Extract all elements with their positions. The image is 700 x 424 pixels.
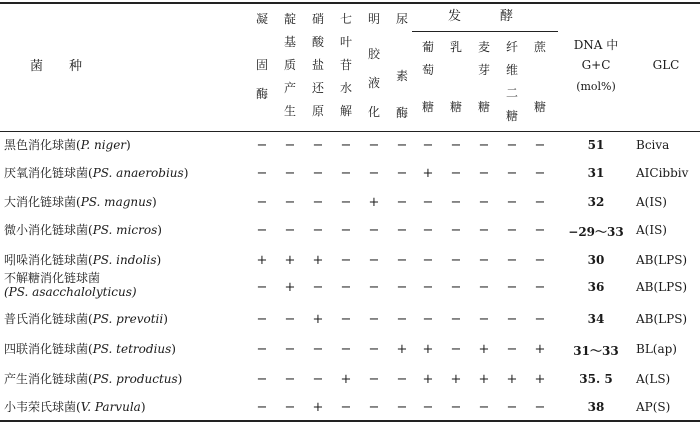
result-cell: −: [396, 138, 408, 153]
header-char: 凝: [255, 12, 268, 26]
result-cell: −: [368, 400, 380, 415]
species-name-close: ): [152, 195, 157, 209]
glc-value: AICibbiv: [636, 166, 689, 180]
header-char: 萄: [421, 63, 434, 77]
result-cell: −: [396, 400, 408, 415]
species-name-latin: P. niger: [80, 138, 127, 152]
gc-value: 32: [587, 195, 605, 209]
result-cell: −: [534, 138, 546, 153]
header-char: 七: [339, 12, 352, 26]
header-char: 硝: [311, 12, 324, 26]
species-name-cn: 普氏消化链球菌(: [4, 312, 93, 326]
species-name-line2: (PS. asacchalolyticus): [4, 285, 137, 299]
header-char: 原: [311, 104, 324, 118]
glc-value: AP(S): [636, 400, 671, 414]
species-name-cn: 小韦荣氏球菌(: [4, 400, 81, 414]
glc-value: Bciva: [636, 138, 670, 152]
header-lactose: [448, 36, 464, 119]
result-cell: −: [506, 166, 518, 181]
gc-value: 35. 5: [579, 372, 613, 386]
header-sucrose: [532, 36, 548, 119]
result-cell: −: [284, 138, 296, 153]
header-char: 胶: [367, 47, 380, 61]
result-cell: −: [312, 166, 324, 181]
result-cell: −: [534, 400, 546, 415]
result-cell: −: [478, 280, 490, 295]
header-glucose: [420, 36, 436, 119]
result-cell: −: [450, 138, 462, 153]
header-fermentation: 发 酵: [448, 9, 514, 24]
result-cell: −: [534, 280, 546, 295]
header-char: 解: [339, 104, 352, 118]
species-name-cn: 厌氧消化链球菌(: [4, 166, 93, 180]
header-char: 糖: [421, 100, 434, 114]
result-cell: −: [312, 342, 324, 357]
species-name-cn: 大消化链球菌(: [4, 195, 81, 209]
header-maltose: [476, 36, 492, 119]
result-cell: −: [284, 400, 296, 415]
result-cell: +: [340, 372, 352, 387]
header-char: 还: [311, 81, 324, 95]
header-urease: [394, 8, 410, 125]
header-char: 叶: [339, 35, 352, 49]
result-cell: +: [256, 253, 268, 268]
result-cell: −: [478, 223, 490, 238]
species-name-close: ): [183, 166, 189, 180]
result-cell: −: [396, 280, 408, 295]
result-cell: −: [534, 166, 546, 181]
header-char: 乳: [449, 40, 462, 54]
header-char: 芽: [477, 63, 490, 77]
result-cell: −: [256, 342, 268, 357]
header-gelatin: [366, 8, 382, 124]
result-cell: −: [396, 312, 408, 327]
header-char: 糖: [449, 100, 462, 114]
species-name: [4, 166, 188, 180]
result-cell: −: [256, 195, 268, 210]
header-nitrate: [310, 8, 326, 123]
result-cell: −: [450, 166, 462, 181]
header-char: 蔗: [533, 40, 546, 54]
species-name-latin: PS. productus: [92, 372, 178, 386]
result-cell: −: [478, 166, 490, 181]
header-coagulase: [254, 8, 270, 106]
result-cell: −: [256, 372, 268, 387]
result-cell: −: [312, 223, 324, 238]
result-cell: −: [340, 342, 352, 357]
result-cell: −: [256, 166, 268, 181]
result-cell: +: [284, 280, 296, 295]
gc-value: −29～33: [568, 225, 624, 239]
result-cell: −: [478, 195, 490, 210]
header-char: 苷: [339, 58, 352, 72]
header-char: 酶: [255, 87, 268, 101]
header-cellobiose: [504, 36, 520, 128]
result-cell: −: [534, 253, 546, 268]
result-cell: −: [396, 372, 408, 387]
result-cell: −: [450, 280, 462, 295]
gc-value: 38: [587, 400, 605, 414]
header-species: 菌 种: [30, 59, 83, 74]
result-cell: −: [534, 195, 546, 210]
header-char: 水: [339, 81, 352, 95]
result-cell: −: [340, 280, 352, 295]
result-cell: −: [368, 166, 380, 181]
result-cell: −: [340, 195, 352, 210]
species-name-close: ): [157, 223, 162, 237]
result-cell: −: [312, 280, 324, 295]
species-name-cn: 四联消化链球菌(: [4, 342, 93, 356]
glc-value: BL(ap): [636, 342, 677, 356]
species-name-close: ): [156, 253, 162, 267]
header-char: 靛: [283, 12, 296, 26]
species-name-line1: 不解糖消化链球菌: [4, 271, 101, 285]
result-cell: −: [368, 372, 380, 387]
gc-value: 36: [587, 280, 605, 294]
result-cell: −: [450, 223, 462, 238]
result-cell: −: [396, 223, 408, 238]
result-cell: −: [340, 312, 352, 327]
result-cell: −: [506, 312, 518, 327]
header-char: 液: [367, 76, 380, 90]
header-esculin: [338, 8, 354, 123]
gc-value: 51: [587, 138, 605, 152]
result-cell: −: [422, 195, 434, 210]
header-char: 葡: [421, 40, 434, 54]
result-cell: −: [422, 138, 434, 153]
header-char: 基: [283, 35, 296, 49]
species-name-latin: PS. tetrodius: [92, 342, 172, 356]
result-cell: −: [396, 166, 408, 181]
result-cell: +: [478, 342, 490, 357]
result-cell: +: [312, 400, 324, 415]
species-name-cn: 微小消化链球菌(: [4, 223, 93, 237]
result-cell: −: [478, 253, 490, 268]
header-bottom-rule: [0, 131, 700, 132]
header-char: 麦: [477, 40, 490, 54]
result-cell: −: [478, 312, 490, 327]
header-glc: GLC: [652, 58, 680, 72]
gc-value: 30: [587, 253, 605, 267]
result-cell: −: [422, 312, 434, 327]
result-cell: −: [396, 195, 408, 210]
table-top-rule: [0, 2, 700, 4]
species-name-close: ): [140, 400, 146, 414]
result-cell: −: [312, 138, 324, 153]
gc-value: 31: [587, 166, 605, 180]
species-name: [4, 271, 137, 299]
result-cell: −: [478, 138, 490, 153]
result-cell: −: [506, 253, 518, 268]
result-cell: −: [256, 312, 268, 327]
species-name-latin: PS. magnus: [80, 195, 153, 209]
result-cell: +: [368, 195, 380, 210]
result-cell: −: [284, 372, 296, 387]
result-cell: +: [478, 372, 490, 387]
header-char: 化: [367, 105, 380, 119]
species-name-latin: PS. indolis: [92, 253, 157, 267]
result-cell: +: [312, 253, 324, 268]
species-name: [4, 253, 161, 267]
species-name: [4, 138, 131, 152]
header-char: 盐: [311, 58, 324, 72]
header-gc-line2: G+C: [581, 58, 611, 72]
result-cell: −: [450, 312, 462, 327]
result-cell: −: [506, 223, 518, 238]
species-name-close: ): [171, 342, 176, 356]
result-cell: −: [284, 223, 296, 238]
header-char: 纤: [505, 40, 518, 54]
header-char: 糖: [477, 100, 490, 114]
species-name-close: ): [177, 372, 183, 386]
result-cell: −: [368, 223, 380, 238]
result-cell: +: [312, 312, 324, 327]
species-name-close: ): [163, 312, 168, 326]
result-cell: −: [450, 400, 462, 415]
species-name: [4, 342, 176, 356]
result-cell: −: [284, 312, 296, 327]
fermentation-underline: [412, 31, 558, 32]
result-cell: −: [506, 280, 518, 295]
glc-value: A(LS): [636, 372, 671, 386]
header-char: 尿: [395, 12, 408, 26]
result-cell: −: [422, 400, 434, 415]
table-bottom-rule: [0, 420, 700, 422]
species-name: [4, 195, 157, 209]
species-name: [4, 372, 182, 386]
result-cell: −: [506, 400, 518, 415]
result-cell: −: [368, 342, 380, 357]
header-char: 糖: [533, 100, 546, 114]
header-char: 二: [505, 86, 518, 100]
result-cell: −: [506, 138, 518, 153]
species-name-latin: V. Parvula: [80, 400, 141, 414]
header-char: 明: [367, 12, 380, 26]
result-cell: −: [312, 372, 324, 387]
result-cell: −: [422, 253, 434, 268]
header-char: 生: [283, 104, 296, 118]
result-cell: −: [368, 138, 380, 153]
species-name-latin: PS. anaerobius: [92, 166, 184, 180]
result-cell: −: [284, 195, 296, 210]
gc-value: 31～33: [573, 344, 619, 358]
glc-value: A(IS): [636, 223, 667, 237]
header-gc-line1: DNA 中: [573, 38, 619, 52]
header-char: 维: [505, 63, 518, 77]
result-cell: +: [422, 342, 434, 357]
result-cell: −: [478, 400, 490, 415]
species-name-cn: 吲哚消化链球菌(: [4, 253, 93, 267]
result-cell: +: [506, 372, 518, 387]
result-cell: −: [256, 138, 268, 153]
header-char: 质: [283, 58, 296, 72]
result-cell: +: [450, 372, 462, 387]
species-name-latin: PS. prevotii: [92, 312, 164, 326]
species-name-close: ): [126, 138, 131, 152]
result-cell: +: [396, 342, 408, 357]
result-cell: +: [534, 342, 546, 357]
result-cell: −: [422, 223, 434, 238]
result-cell: −: [450, 195, 462, 210]
result-cell: −: [368, 253, 380, 268]
glc-value: AB(LPS): [636, 253, 688, 267]
species-name: [4, 312, 168, 326]
result-cell: −: [368, 280, 380, 295]
result-cell: +: [534, 372, 546, 387]
result-cell: −: [284, 166, 296, 181]
result-cell: +: [422, 166, 434, 181]
result-cell: +: [284, 253, 296, 268]
species-name-cn: 产生消化链球菌(: [4, 372, 93, 386]
header-char: 素: [395, 69, 408, 83]
result-cell: −: [368, 312, 380, 327]
result-cell: −: [256, 223, 268, 238]
glc-value: AB(LPS): [636, 280, 688, 294]
species-name-latin: PS. micros: [92, 223, 158, 237]
header-char: 固: [255, 58, 268, 72]
result-cell: −: [340, 166, 352, 181]
result-cell: −: [450, 342, 462, 357]
result-cell: −: [450, 253, 462, 268]
species-name: [4, 223, 162, 237]
result-cell: −: [534, 312, 546, 327]
result-cell: −: [396, 253, 408, 268]
result-cell: −: [256, 280, 268, 295]
species-name: [4, 400, 146, 414]
result-cell: −: [506, 195, 518, 210]
result-cell: −: [312, 195, 324, 210]
header-char: 酶: [395, 106, 408, 120]
header-gc-line3: (mol%): [576, 80, 616, 93]
result-cell: −: [340, 223, 352, 238]
result-cell: −: [340, 400, 352, 415]
result-cell: −: [340, 138, 352, 153]
result-cell: −: [534, 223, 546, 238]
result-cell: −: [422, 280, 434, 295]
result-cell: −: [340, 253, 352, 268]
species-name-cn: 黑色消化球菌(: [4, 138, 81, 152]
header-indole: [282, 8, 298, 123]
header-char: 酸: [311, 35, 324, 49]
result-cell: −: [506, 342, 518, 357]
header-char: 产: [283, 81, 296, 95]
header-char: 糖: [505, 109, 518, 123]
gc-value: 34: [587, 312, 605, 326]
glc-value: AB(LPS): [636, 312, 688, 326]
result-cell: +: [422, 372, 434, 387]
result-cell: −: [284, 342, 296, 357]
glc-value: A(IS): [636, 195, 667, 209]
result-cell: −: [256, 400, 268, 415]
